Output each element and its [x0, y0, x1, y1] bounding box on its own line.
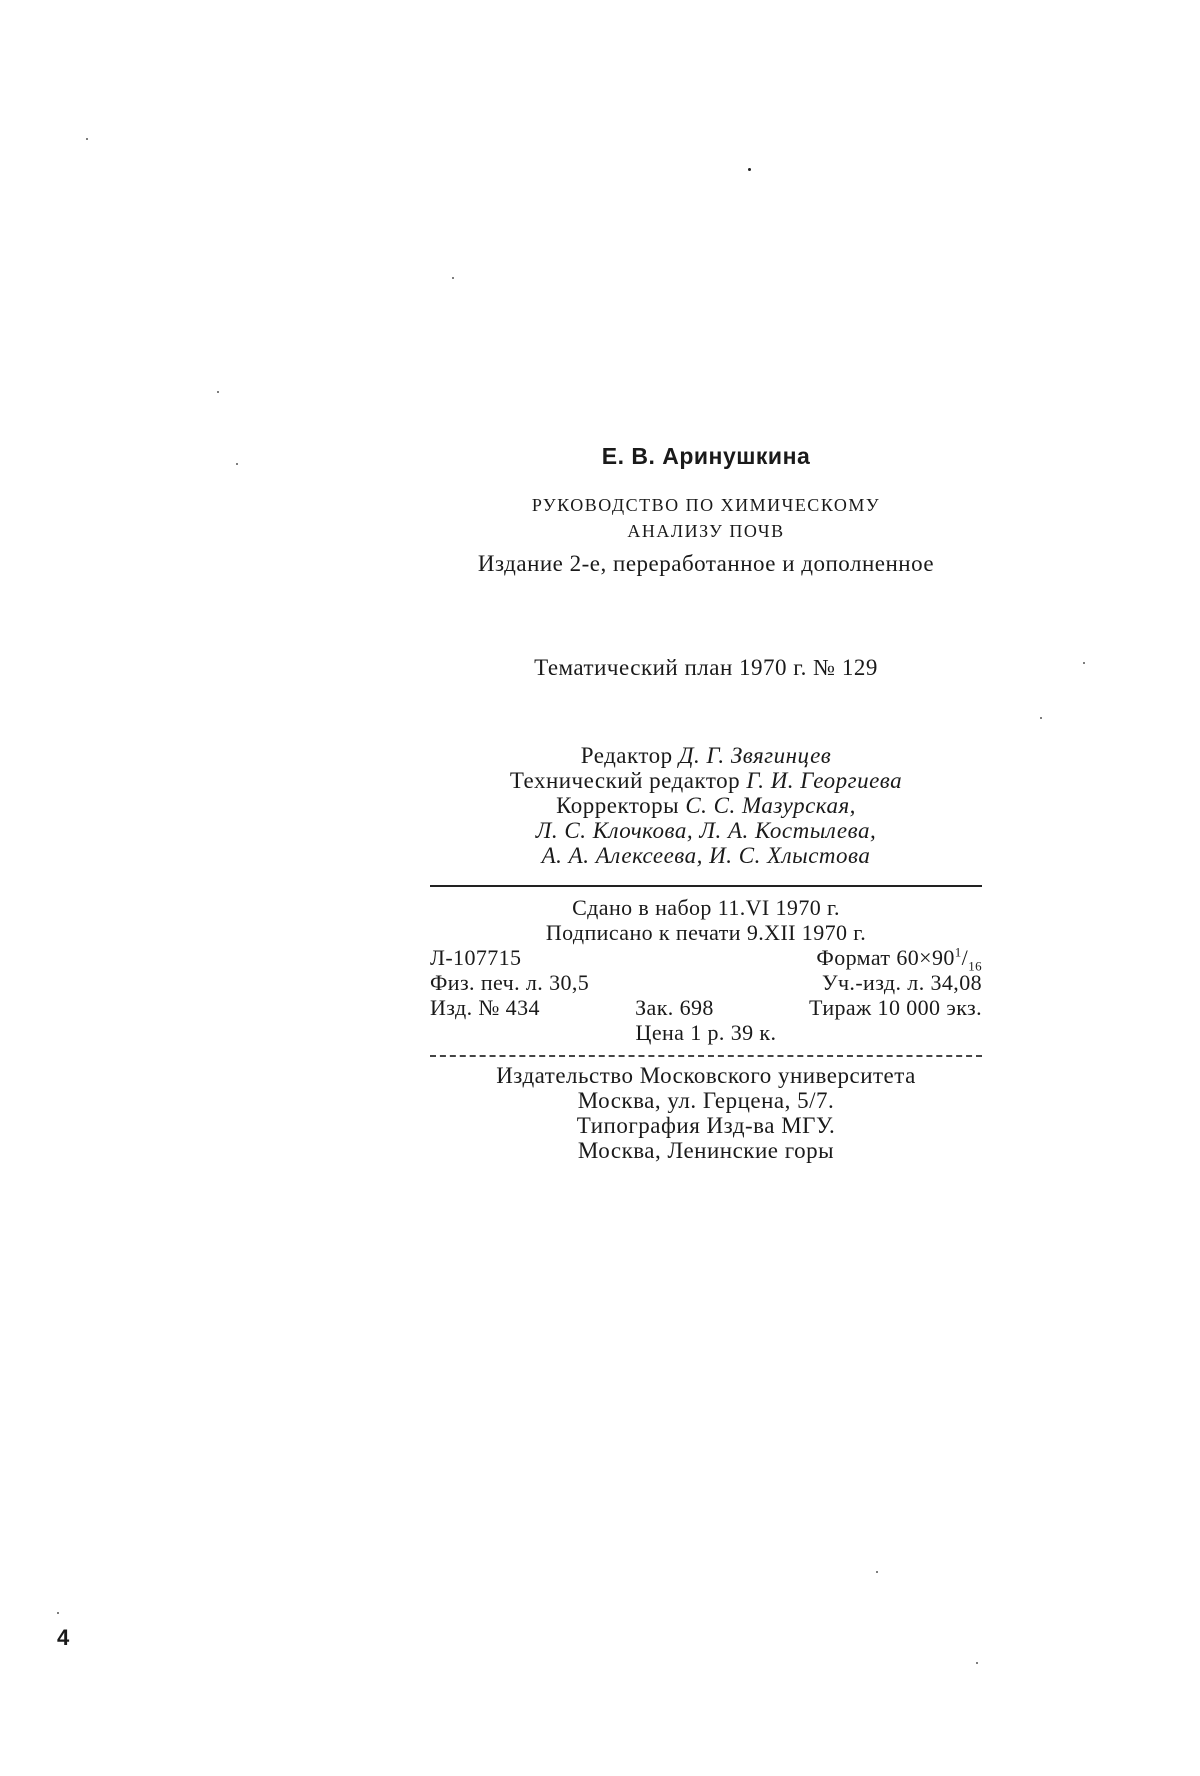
proofreaders-line [430, 793, 982, 818]
print-run: Тираж 10 000 экз. [809, 995, 982, 1020]
divider [430, 885, 982, 887]
publisher-sheets: Уч.-изд. л. 34,08 [821, 970, 982, 995]
divider [430, 1055, 982, 1057]
publisher-address: Москва, ул. Герцена, 5/7. [577, 1088, 835, 1113]
format: Формат $60\times 90^1/_{16}$ [816, 944, 982, 974]
tech-editor-name: Г. И. Георгиева [746, 768, 903, 793]
author-name: Е. В. Аринушкина [601, 443, 811, 469]
tech-editor-label: Технический редактор [509, 768, 741, 793]
proofreaders-label: Корректоры [556, 793, 680, 818]
license-code: Л-107715 [430, 945, 522, 970]
scan-speck [217, 391, 219, 393]
scan-speck [976, 1662, 978, 1664]
book-title [430, 492, 982, 544]
page-number: 4 [57, 1625, 70, 1650]
scan-speck [1083, 662, 1085, 664]
scan-speck [86, 138, 88, 140]
editor-line [430, 743, 982, 768]
scan-speck [236, 463, 238, 465]
printing-house-address: Москва, Ленинские горы [577, 1138, 835, 1163]
publisher-name: Издательство Московского университета [496, 1063, 916, 1088]
proofreaders-names: С. С. Мазурская, [685, 793, 856, 818]
tech-editor-line [430, 768, 982, 793]
scan-speck [1040, 717, 1042, 719]
scan-speck [748, 168, 751, 171]
proofreaders-names: А. А. Алексеева, И. С. Хлыстова [541, 843, 871, 868]
publication-number: Изд. № 434 [430, 995, 540, 1020]
print-sheets: Физ. печ. л. 30,5 [430, 970, 590, 995]
editor-label: Редактор [580, 743, 673, 768]
order-number: Зак. 698 [635, 995, 714, 1020]
book-title-line: РУКОВОДСТВО ПО ХИМИЧЕСКОМУ [531, 495, 881, 515]
typeset-date: Сдано в набор 11.VI 1970 г. [572, 895, 840, 920]
scan-speck [452, 277, 454, 279]
imprint-row [430, 970, 982, 995]
imprint-row [430, 995, 982, 1020]
imprint-row [430, 944, 982, 974]
credits [430, 743, 982, 868]
proofreaders-names: Л. С. Клочкова, Л. А. Костылева, [535, 818, 877, 843]
edition-note: Издание 2-е, переработанное и дополненное [477, 551, 935, 576]
signed-date: Подписано к печати 9.XII 1970 г. [545, 920, 867, 945]
thematic-plan: Тематический план 1970 г. № 129 [534, 655, 878, 680]
publisher-info [430, 1063, 982, 1163]
price: Цена 1 р. 39 к. [635, 1020, 777, 1045]
scan-speck [57, 1612, 59, 1614]
book-title-line: АНАЛИЗУ ПОЧВ [627, 521, 785, 541]
imprint [430, 895, 982, 1045]
editor-name: Д. Г. Звягинцев [678, 743, 832, 768]
scan-speck [876, 1571, 878, 1573]
printing-house: Типография Изд-ва МГУ. [576, 1113, 836, 1138]
